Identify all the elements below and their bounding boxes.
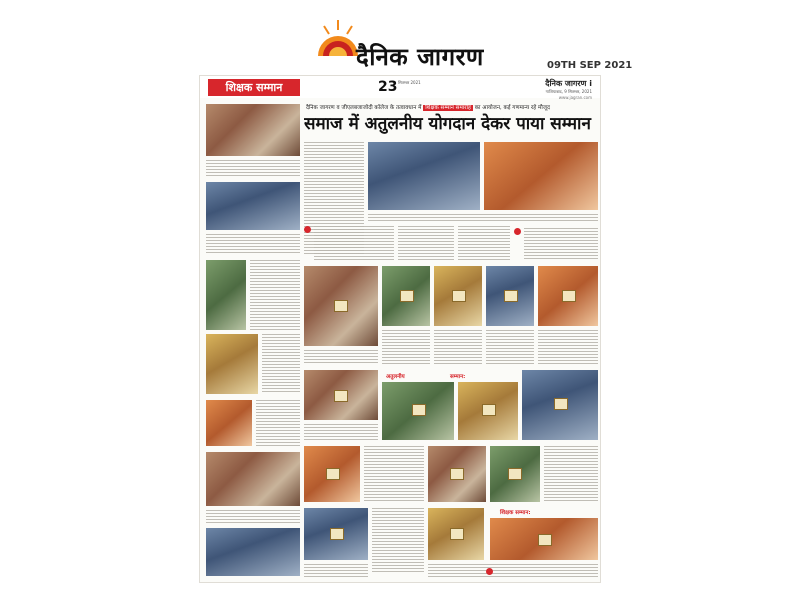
- sun-logo-icon: [316, 18, 360, 62]
- photo-award-grid-11: [428, 446, 486, 502]
- section-banner: शिक्षक सम्मान: [208, 79, 300, 96]
- photo-award-grid-2: [382, 266, 430, 326]
- bullet-icon: [304, 226, 311, 233]
- text-block: [256, 400, 300, 446]
- kicker-end: का आयोजन, कई गणमान्य रहे मौजूद: [474, 105, 550, 111]
- text-block: [434, 330, 482, 364]
- text-block: [382, 330, 430, 364]
- text-block: [206, 160, 300, 178]
- photo-award-left-4: [206, 334, 258, 394]
- text-block: [486, 330, 534, 364]
- text-block: [538, 330, 598, 364]
- sub-heading: अतुलनीय: [386, 374, 405, 380]
- text-block: [304, 564, 368, 578]
- text-block: [524, 228, 598, 260]
- photo-award-grid-5: [538, 266, 598, 326]
- text-block: [250, 260, 300, 330]
- photo-award-left-2: [206, 182, 300, 230]
- photo-award-grid-12: [490, 446, 540, 502]
- issue-number: 23: [378, 79, 398, 95]
- text-block: [372, 508, 424, 574]
- edition-url: www.jagran.com: [558, 95, 592, 100]
- newspaper-page: [200, 76, 600, 582]
- publication-date: 09TH SEP 2021: [547, 60, 633, 71]
- photo-award-grid-7: [382, 382, 454, 440]
- photo-award-grid-8: [458, 382, 518, 440]
- photo-award-left-6: [206, 452, 300, 506]
- text-block: [428, 564, 598, 578]
- text-block: [206, 510, 300, 524]
- kicker-highlight: शिक्षक सम्मान समारोह: [425, 105, 471, 111]
- text-block: [314, 226, 394, 260]
- photo-award-grid-1: [304, 266, 378, 346]
- sub-heading: सम्मान:: [450, 374, 466, 380]
- logo-text: दैनिक जागरण: [356, 43, 484, 71]
- text-block: [544, 446, 598, 502]
- photo-stage: [484, 142, 598, 210]
- page-edition-info: [545, 78, 592, 100]
- edition-date: गाजियाबाद, 9 सितम्बर, 2021: [545, 89, 592, 94]
- photo-award-left-top: [206, 104, 300, 156]
- photo-award-grid-3: [434, 266, 482, 326]
- photo-award-left-7: [206, 528, 300, 576]
- page-header-strip: [200, 76, 600, 98]
- sub-heading: शिक्षक सम्मान:: [500, 510, 531, 516]
- photo-award-grid-14: [428, 508, 484, 560]
- kicker-line: [306, 103, 596, 111]
- text-block: [364, 446, 424, 502]
- photo-award-left-5: [206, 400, 252, 446]
- photo-award-grid-10: [304, 446, 360, 502]
- bullet-icon: [514, 228, 521, 235]
- text-block: [458, 226, 510, 260]
- text-block: [368, 214, 598, 222]
- photo-award-grid-9: [522, 370, 598, 440]
- bullet-icon: [486, 568, 493, 575]
- issue-note: सितम्बर 2021: [398, 80, 421, 85]
- main-headline: समाज में अतुलनीय योगदान देकर पाया सम्मान: [304, 114, 591, 134]
- kicker-text: दैनिक जागरण व जीएलबजाजोदी कॉलेज के तत्वावधान में: [306, 105, 422, 111]
- text-block: [206, 234, 300, 254]
- photo-award-grid-15: [490, 518, 598, 560]
- photo-award-left-3: [206, 260, 246, 330]
- photo-award-grid-4: [486, 266, 534, 326]
- text-block: [398, 226, 454, 260]
- text-block: [262, 334, 300, 394]
- photo-award-grid-13: [304, 508, 368, 560]
- text-block: [304, 350, 378, 364]
- photo-audience: [368, 142, 480, 210]
- edition-brand: दैनिक जागरण i: [545, 79, 592, 88]
- photo-award-grid-6: [304, 370, 378, 420]
- masthead: [0, 0, 800, 80]
- text-block: [304, 424, 378, 440]
